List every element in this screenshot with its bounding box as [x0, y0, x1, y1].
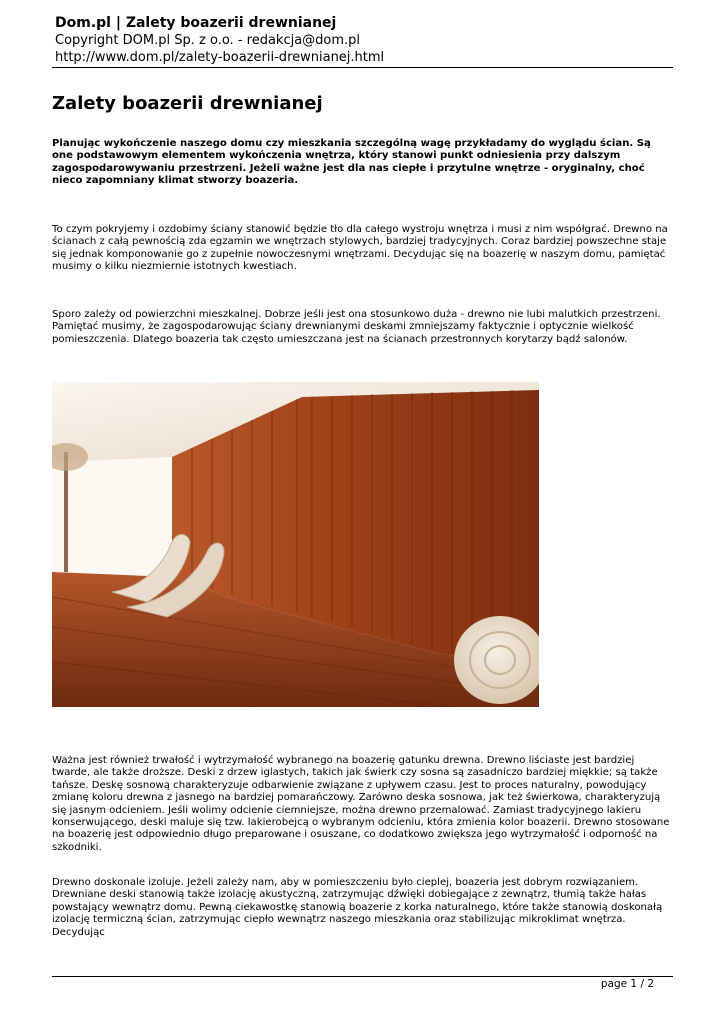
- source-url[interactable]: http://www.dom.pl/zalety-boazerii-drewnianej.html: [55, 50, 385, 65]
- document-header: [55, 14, 675, 66]
- header-divider: [52, 67, 673, 68]
- paragraph-2: Sporo zależy od powierzchni mieszkalnej. Dobrze jeśli jest ona stosunkowo duża - drewno nie lubi malutkich przestrzeni. Pamiętać musimy, że zagospodarowując ściany drewnianymi deskami zmniejszamy faktycznie i optycznie wielkość pomieszczenia. Dlatego boazeria tak często umieszczana jest na ścianach przestronnych korytarzy bądź salonów.: [52, 309, 661, 345]
- article-photo: [52, 382, 539, 707]
- article-title: Zalety boazerii drewnianej: [52, 93, 323, 114]
- copyright-line: Copyright DOM.pl Sp. z o.o. - redakcja@dom.pl: [55, 33, 361, 48]
- paragraph-4: Drewno doskonale izoluje. Jeżeli zależy nam, aby w pomieszczeniu było cieplej, boazeria jest dobrym rozwiązaniem. Drewniane deski stanowią także izolację akustyczną, zatrzymując dźwięki dobiegające z zewnątrz, tłumią także hałas powstający wewnątrz domu. Pewną ciekawostkę stanowią boazerie z korka naturalnego, które także stanowią doskonałą izolację termiczną ścian, zatrzymując ciepło wewnątrz naszego mieszkania oraz stabilizując mikroklimat wnętrza. Decydując: [52, 877, 663, 938]
- footer-divider: [52, 976, 673, 977]
- site-title: Dom.pl | Zalety boazerii drewnianej: [55, 15, 337, 31]
- article-lead: Planując wykończenie naszego domu czy mieszkania szczególną wagę przykładamy do wyglądu ścian. Są one podstawowym elementem wykończenia wnętrza, który stanowi punkt odniesienia przy dalszym zagospodarowywaniu przestrzeni. Jeżeli ważne jest dla nas ciepłe i przytulne wnętrze - oryginalny, choć nieco zapomniany klimat stworzy boazeria.: [52, 138, 651, 187]
- paragraph-1: To czym pokryjemy i ozdobimy ściany stanowić będzie tło dla całego wystroju wnętrza i musi z nim współgrać. Drewno na ścianach z całą pewnością zda egzamin we wnętrzach stylowych, bardziej tradycyjnych. Coraz bardziej powszechne staje się jednak komponowanie go z zupełnie nowoczesnymi wnętrzami. Decydując się na boazerię w naszym domu, pamiętać musimy o kilku niezmiernie istotnych kwestiach.: [52, 224, 668, 273]
- paragraph-3: Ważna jest również trwałość i wytrzymałość wybranego na boazerię gatunku drewna. Drewno liściaste jest bardziej twarde, ale także droższe. Deski z drzew iglastych, takich jak świerk czy sosna są zasadniczo bardziej miękkie; są także tańsze. Deskę sosnową charakteryzuje odbarwienie związane z upływem czasu. Jest to proces naturalny, powodujący zmianę koloru drewna z jasnego na bardziej pomarańczowy. Zarówno deska sosnowa, jak też świerkowa, charakteryzują się jasnym odcieniem. Jeśli wolimy odcienie ciemniejsze, można drewno przemalować. Zamiast tradycyjnego lakieru konserwującego, deski maluje się tzw. lakierobejcą o wybranym odcieniu, która zmienia kolor boazerii. Drewno stosowane na boazerię jest odpowiednio długo preparowane i osuszane, co dodatkowo zwiększa jego wytrzymałość i odporność na szkodniki.: [52, 755, 670, 853]
- page-number: page 1 / 2: [600, 978, 654, 990]
